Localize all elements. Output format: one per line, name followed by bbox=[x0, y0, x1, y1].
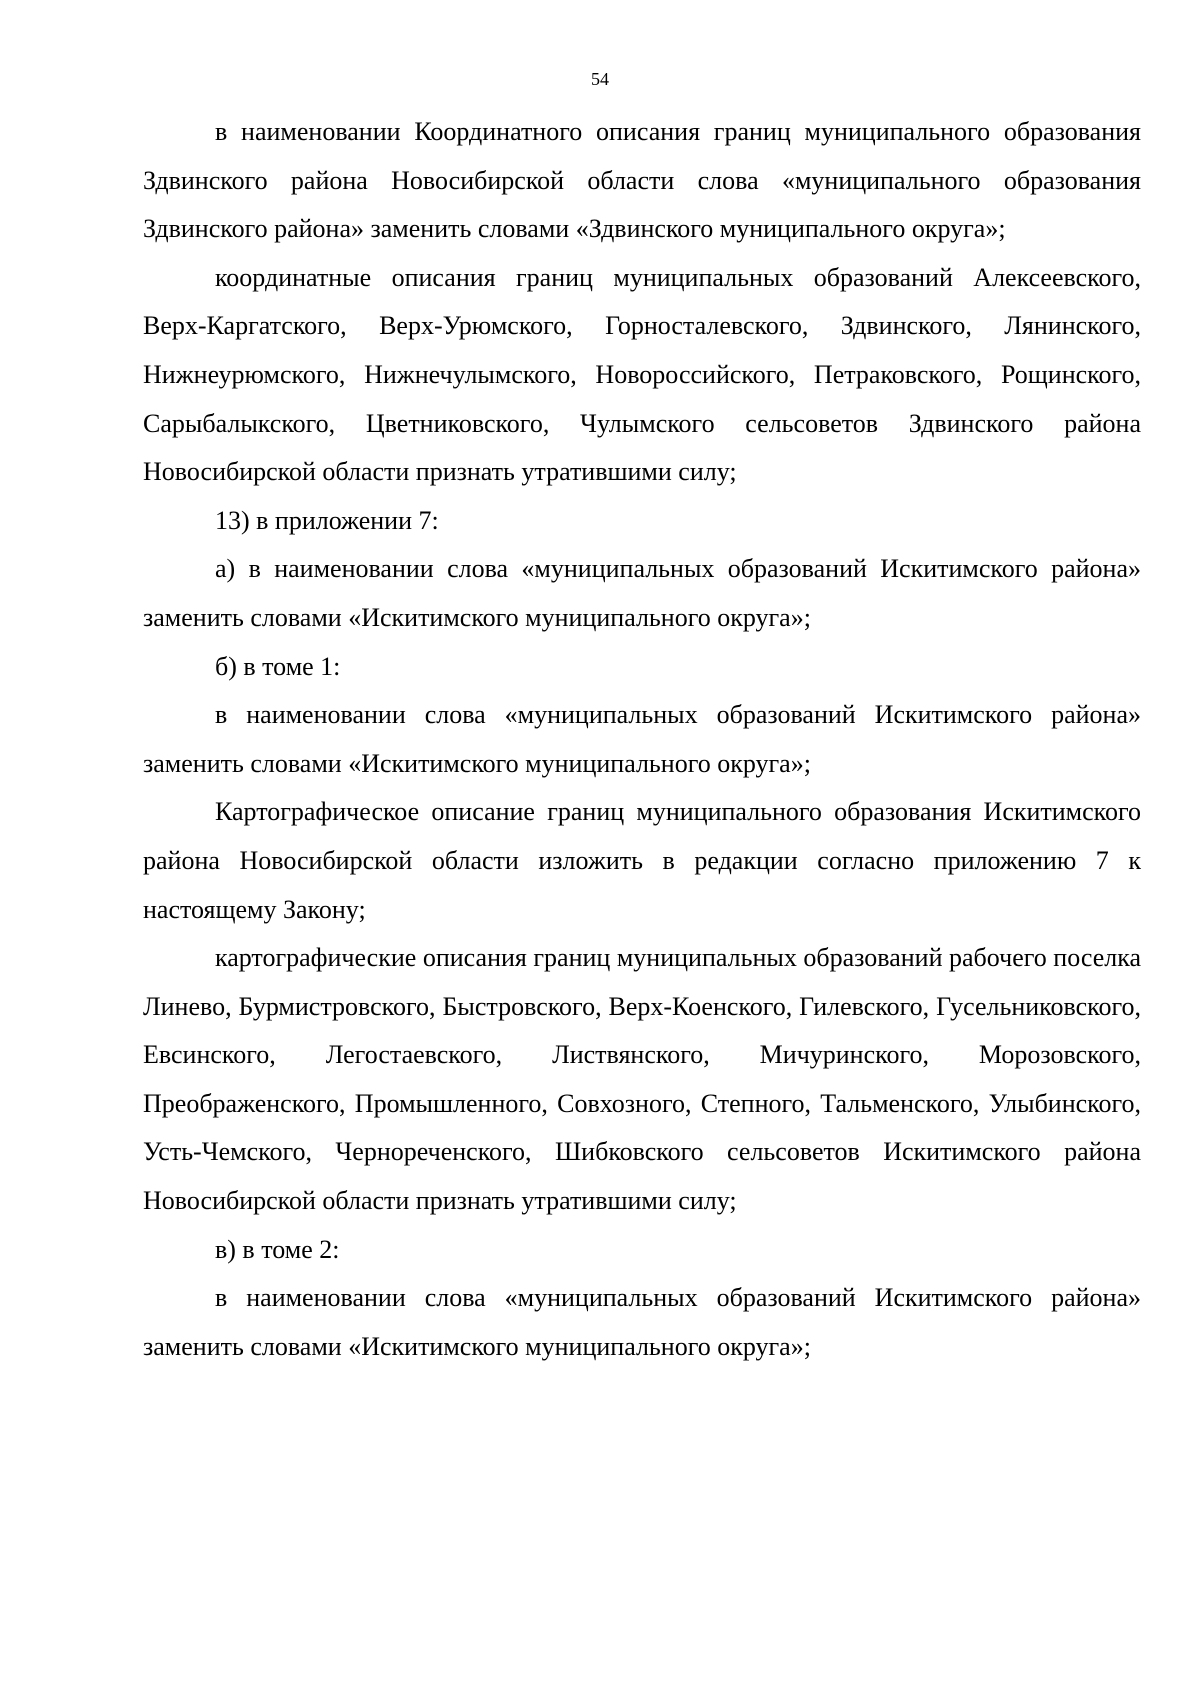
paragraph-zdvinsky-title: в наименовании Координатного описания границ муниципального образования Здвинского района Новосибирской области слова «муниципального образования Здвинского района» заменить словами «Здвинского муниципального округа»; bbox=[143, 117, 1141, 244]
page-number: 54 bbox=[591, 69, 609, 89]
paragraph-volume-1-title: в наименовании слова «муниципальных образований Искитимского района» заменить словами «Искитимского муниципального округа»; bbox=[143, 700, 1141, 778]
document-body bbox=[143, 108, 1141, 1371]
paragraph-item-13: 13) в приложении 7: bbox=[215, 505, 439, 535]
paragraph-volume-2: в) в томе 2: bbox=[215, 1234, 340, 1264]
paragraph-item-13a: а) в наименовании слова «муниципальных образований Искитимского района» заменить словами «Искитимского муниципального округа»; bbox=[143, 554, 1141, 632]
paragraph-volume-2-title: в наименовании слова «муниципальных образований Искитимского района» заменить словами «Искитимского муниципального округа»; bbox=[143, 1283, 1141, 1361]
paragraph-volume-1: б) в томе 1: bbox=[215, 651, 341, 681]
paragraph-zdvinsky-invalidated: координатные описания границ муниципальных образований Алексеевского, Верх-Каргатского, Верх-Урюмского, Горносталевского, Здвинского, Лянинского, Нижнеурюмского, Нижнечулымского, Новороссийского, Петраковского, Рощинского, Сарыбалыкского, Цветниковского, Чулымского сельсоветов Здвинского района Новосибирской области признать утратившими силу; bbox=[143, 262, 1141, 487]
paragraph-iskitimsky-invalidated: картографические описания границ муниципальных образований рабочего поселка Линево, Бурмистровского, Быстровского, Верх-Коенского, Гилевского, Гусельниковского, Евсинского, Легостаевского, Листвянского, Мичуринского, Морозовского, Преображенского, Промышленного, Совхозного, Степного, Тальменского, Улыбинского, Усть-Чемского, Чернореченского, Шибковского сельсоветов Искитимского района Новосибирской области признать утратившими силу; bbox=[143, 943, 1141, 1216]
paragraph-volume-1-cartographic: Картографическое описание границ муниципального образования Искитимского района Новосибирской области изложить в редакции согласно приложению 7 к настоящему Закону; bbox=[143, 797, 1141, 924]
